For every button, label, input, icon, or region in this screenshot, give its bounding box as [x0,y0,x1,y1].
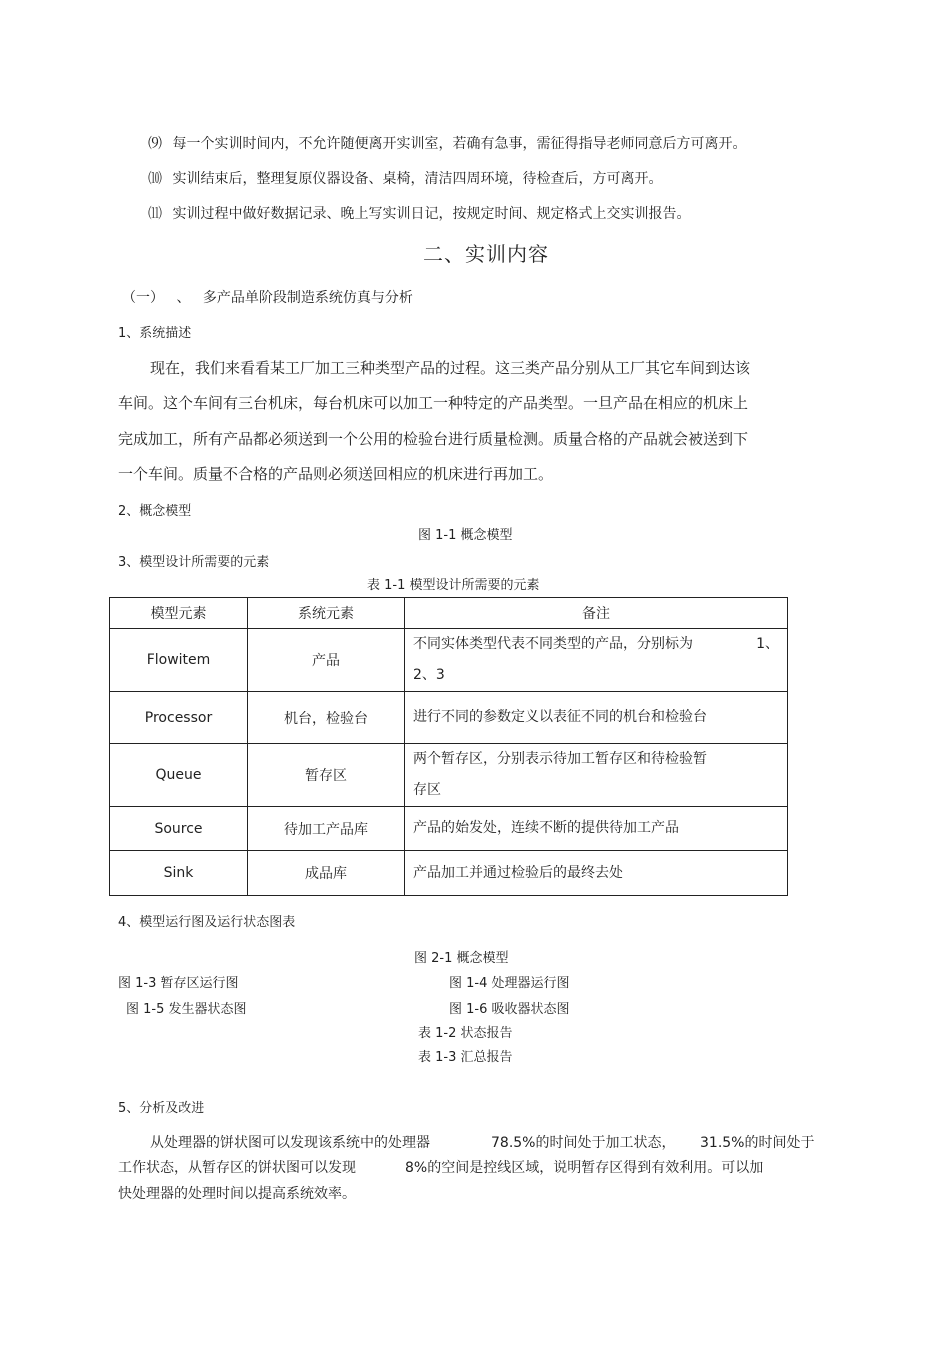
table-header-row [110,598,788,629]
s1-paragraph-line: 一个车间。质量不合格的产品则必须送回相应的机床进行再加工。 [118,465,554,483]
model-element-cell: Sink [110,851,248,896]
table-header: 系统元素 [248,598,405,629]
note-cell [405,692,788,744]
figure-caption: 图 1-3 暂存区运行图 [118,976,239,991]
note-line: 存区 [413,782,441,798]
rule-item-9 [148,133,746,153]
note-cell [405,807,788,851]
rule-number: ⑼ [148,136,162,152]
subsection-heading [122,287,413,307]
s5-text: 从处理器的饼状图可以发现该系统中的处理器 [150,1135,430,1151]
rule-text: 实训过程中做好数据记录、晚上写实训日记，按规定时间、规定格式上交实训报告。 [172,206,691,222]
table-caption: 表 1-1 模型设计所需要的元素 [367,578,540,593]
table-row [110,692,788,744]
table-row [110,851,788,896]
note-line: 不同实体类型代表不同类型的产品，分别标为 [413,636,693,652]
note-cell [405,851,788,896]
figure-caption: 图 1-6 吸收器状态图 [449,1002,570,1017]
s5-text: 78.5%的时间处于加工状态， [491,1135,676,1151]
rule-number: ⑾ [148,206,162,222]
note-line-tail: 1、 [756,636,779,652]
note-line: 进行不同的参数定义以表征不同的机台和检验台 [413,709,707,725]
rule-text: 实训结束后，整理复原仪器设备、桌椅，清洁四周环境，待检查后，方可离开。 [172,171,663,187]
rule-number: ⑽ [148,171,162,187]
s1-paragraph-line: 现在，我们来看看某工厂加工三种类型产品的过程。这三类产品分别从工厂其它车间到达该 [150,359,751,377]
table-row [110,807,788,851]
note-cell [405,744,788,807]
s1-heading: 1、系统描述 [118,326,192,341]
note-line: 产品加工并通过检验后的最终去处 [413,864,623,881]
s5-text: 快处理器的处理时间以提高系统效率。 [118,1186,356,1202]
system-element-cell: 待加工产品库 [248,807,405,851]
note-cell [405,629,788,692]
s1-paragraph-line: 车间。这个车间有三台机床，每台机床可以加工一种特定的产品类型。一旦产品在相应的机床上 [118,394,749,412]
figure-caption: 图 1-5 发生器状态图 [126,1002,247,1017]
section-title: 二、实训内容 [423,242,549,266]
model-element-cell: Source [110,807,248,851]
figure-caption: 图 1-1 概念模型 [418,528,513,543]
s1-paragraph-line: 完成加工，所有产品都必须送到一个公用的检验台进行质量检测。质量合格的产品就会被送到下 [118,430,749,448]
table-header: 备注 [405,598,788,629]
model-element-cell: Processor [110,692,248,744]
table-row [110,744,788,807]
table-row [110,629,788,692]
table-header: 模型元素 [110,598,248,629]
subsection-separator: 、 [176,290,191,306]
subsection-prefix: （一） [122,290,164,306]
s5-text: 工作状态，从暂存区的饼状图可以发现 [118,1160,356,1176]
note-line: 2、3 [413,667,445,683]
subsection-title: 多产品单阶段制造系统仿真与分析 [202,290,413,306]
system-element-cell: 暂存区 [248,744,405,807]
figure-caption: 图 2-1 概念模型 [414,951,509,966]
s4-heading: 4、模型运行图及运行状态图表 [118,915,296,930]
note-line: 产品的始发处，连续不断的提供待加工产品 [413,820,679,836]
note-line: 两个暂存区，分别表示待加工暂存区和待检验暂 [413,751,707,767]
table-caption: 表 1-3 汇总报告 [418,1050,513,1065]
table-caption: 表 1-2 状态报告 [418,1026,513,1041]
s3-heading: 3、模型设计所需要的元素 [118,555,270,570]
figure-caption: 图 1-4 处理器运行图 [449,976,570,991]
system-element-cell: 成品库 [248,851,405,896]
system-element-cell: 产品 [248,629,405,692]
system-element-cell: 机台，检验台 [248,692,405,744]
model-element-cell: Flowitem [110,629,248,692]
rule-item-11 [148,203,690,223]
s5-text: 31.5%的时间处于 [700,1135,815,1151]
rule-text: 每一个实训时间内，不允许随便离开实训室，若确有急事，需征得指导老师同意后方可离开。 [172,136,747,152]
s5-heading: 5、分析及改进 [118,1101,205,1116]
model-element-cell: Queue [110,744,248,807]
rule-item-10 [148,168,662,188]
s5-text: 8%的空间是控线区域，说明暂存区得到有效利用。可以加 [405,1160,764,1176]
s2-heading: 2、概念模型 [118,504,192,519]
elements-table [109,597,788,896]
